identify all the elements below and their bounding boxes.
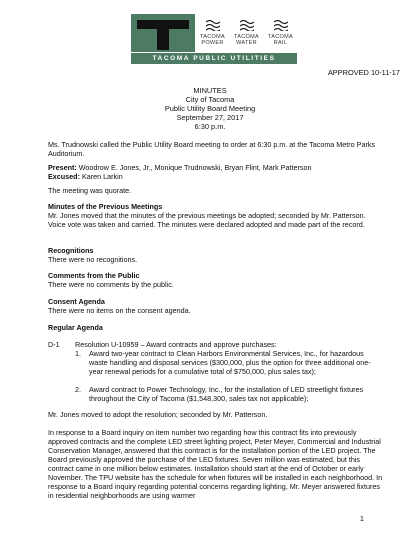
intro-paragraph: Ms. Trudnowski called the Public Utility Board meeting to order at 6:30 p.m. at the Tacoma Metro Parks Auditorium.: [48, 140, 376, 158]
division-label: TACOMA POWER: [200, 34, 225, 46]
agenda-item-title: Resolution U-10959 – Award contracts and approve purchases:: [75, 340, 277, 349]
quorum-text: The meeting was quorate.: [48, 186, 132, 195]
regular-heading: Regular Agenda: [48, 323, 103, 332]
power-wave-icon: [206, 19, 220, 31]
subitem-text: Award two-year contract to Clean Harbors Environmental Services, Inc., for hazardous waste handling and disposal services ($300,000, plus the option for three additional one-year renewal periods for a cumulative total of $750,000, plus sales tax);: [89, 349, 371, 376]
rail-wave-icon: [274, 19, 288, 31]
present-names: Woodrow E. Jones, Jr., Monique Trudnowski, Bryan Flint, Mark Patterson: [78, 163, 312, 172]
logo-org-name: TACOMA PUBLIC UTILITIES: [131, 53, 297, 64]
tacoma-public-utilities-logo: [131, 14, 297, 64]
comments-text: There were no comments by the public.: [48, 280, 174, 289]
t-logo-mark: [131, 14, 195, 52]
excused-line: [48, 172, 383, 181]
minutes-text: Mr. Jones moved that the minutes of the previous meetings be adopted; seconded by Mr. Patterson. Voice vote was taken and carried. The minutes were declared adopted and made part of the record.: [48, 211, 366, 229]
doc-title: MINUTES: [193, 86, 227, 95]
division-label: TACOMA RAIL: [268, 34, 293, 46]
approved-stamp: APPROVED 10-11-17: [327, 68, 400, 77]
present-label: Present:: [48, 163, 77, 172]
agenda-item-id: D-1: [48, 340, 60, 349]
subitem-text: Award contract to Power Technology, Inc., for the installation of LED streetlight fixtures throughout the City of Tacoma ($1,548,300, sales tax not applicable);: [89, 385, 364, 403]
recognitions-text: There were no recognitions.: [48, 255, 138, 264]
doc-date: September 27, 2017: [176, 113, 244, 122]
recognitions-heading: Recognitions: [48, 246, 94, 255]
excused-names: Karen Larkin: [81, 172, 123, 181]
discussion-paragraph: In response to a Board inquiry on item number two regarding how this contract fits into previously approved contracts and the complete LED street lighting project, Peter Meyer, Commercial and Industrial Conservation Manager, answered that this contract is for the installation portion of the LED project. The Board previously approved the purchase of the LED fixtures. Seven million was estimated, but this contract came in one million below estimates. Installation should start at the end of October or early November. The TPU website has the schedule for when fixtures will be installed in each neighborhood. In response to a Board inquiry regarding potential concerns regarding lighting, Mr. Meyer answered fixtures in residential neighborhoods are using warmer: [48, 428, 383, 500]
page-number: 1: [359, 514, 364, 523]
consent-text: There were no items on the consent agenda.: [48, 306, 191, 315]
present-line: [48, 163, 383, 172]
comments-heading: Comments from the Public: [48, 271, 140, 280]
water-wave-icon: [240, 19, 254, 31]
subitem-number: 1.: [75, 349, 81, 358]
excused-label: Excused:: [48, 172, 80, 181]
doc-meeting-name: Public Utility Board Meeting: [164, 104, 256, 113]
division-label: TACOMA WATER: [234, 34, 259, 46]
consent-heading: Consent Agenda: [48, 297, 105, 306]
doc-time: 6:30 p.m.: [194, 122, 226, 131]
subitem-number: 2.: [75, 385, 81, 394]
minutes-heading: Minutes of the Previous Meetings: [48, 202, 163, 211]
motion-text: Mr. Jones moved to adopt the resolution; seconded by Mr. Patterson.: [48, 410, 268, 419]
doc-city: City of Tacoma: [185, 95, 235, 104]
